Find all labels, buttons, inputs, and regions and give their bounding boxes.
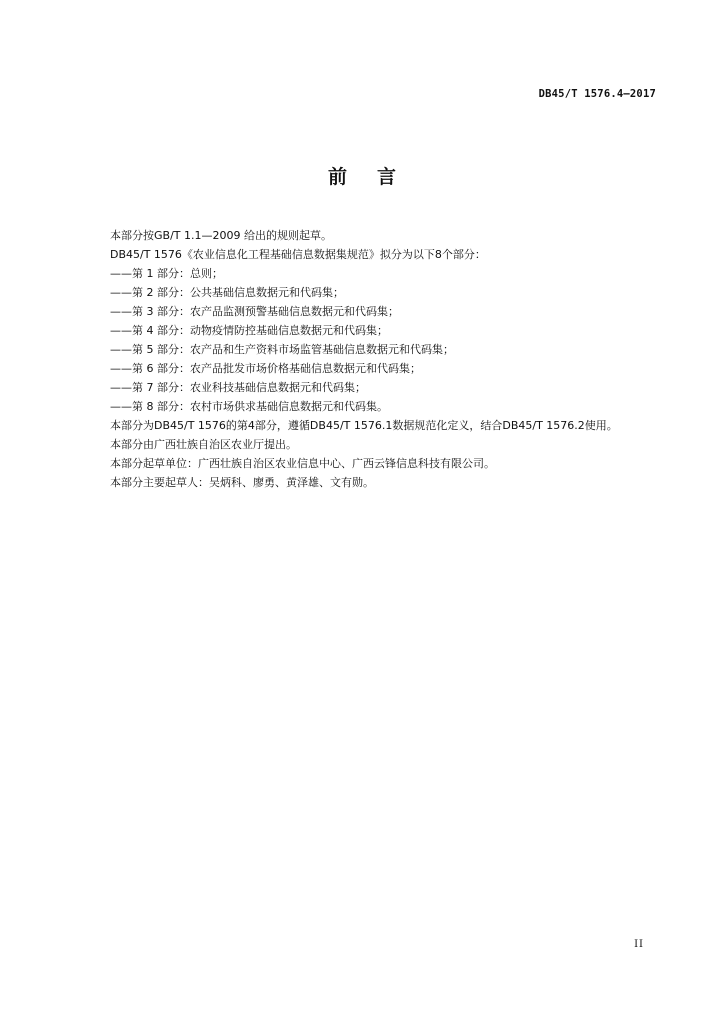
paragraph-part-relation: 本部分为DB45/T 1576的第4部分，遵循DB45/T 1576.1数据规范化定义，结合DB45/T 1576.2使用。 (110, 419, 618, 432)
paragraph-drafters: 本部分主要起草人：吴炳科、廖勇、黄泽雄、文有勋。 (110, 476, 374, 489)
document-code: DB45/T 1576.4—2017 (538, 88, 656, 100)
paragraph-standard-structure: DB45/T 1576《农业信息化工程基础信息数据集规范》拟分为以下8个部分： (110, 248, 486, 261)
paragraph-proposer: 本部分由广西壮族自治区农业厅提出。 (110, 438, 297, 451)
list-item-part-8: ——第 8 部分：农村市场供求基础信息数据元和代码集。 (110, 400, 388, 413)
foreword-body (110, 226, 670, 492)
list-item-part-7: ——第 7 部分：农业科技基础信息数据元和代码集； (110, 381, 366, 394)
page-title: 前言 (327, 166, 426, 188)
list-item-part-4: ——第 4 部分：动物疫情防控基础信息数据元和代码集； (110, 324, 388, 337)
paragraph-drafting-rules: 本部分按GB/T 1.1—2009 给出的规则起草。 (110, 229, 332, 242)
list-item-part-3: ——第 3 部分：农产品监测预警基础信息数据元和代码集； (110, 305, 399, 318)
list-item-part-5: ——第 5 部分：农产品和生产资料市场监管基础信息数据元和代码集； (110, 343, 454, 356)
list-item-part-6: ——第 6 部分：农产品批发市场价格基础信息数据元和代码集； (110, 362, 421, 375)
list-item-part-2: ——第 2 部分：公共基础信息数据元和代码集； (110, 286, 344, 299)
list-item-part-1: ——第 1 部分：总则； (110, 267, 223, 280)
page-number: II (634, 939, 644, 950)
paragraph-drafting-units: 本部分起草单位：广西壮族自治区农业信息中心、广西云锋信息科技有限公司。 (110, 457, 495, 470)
